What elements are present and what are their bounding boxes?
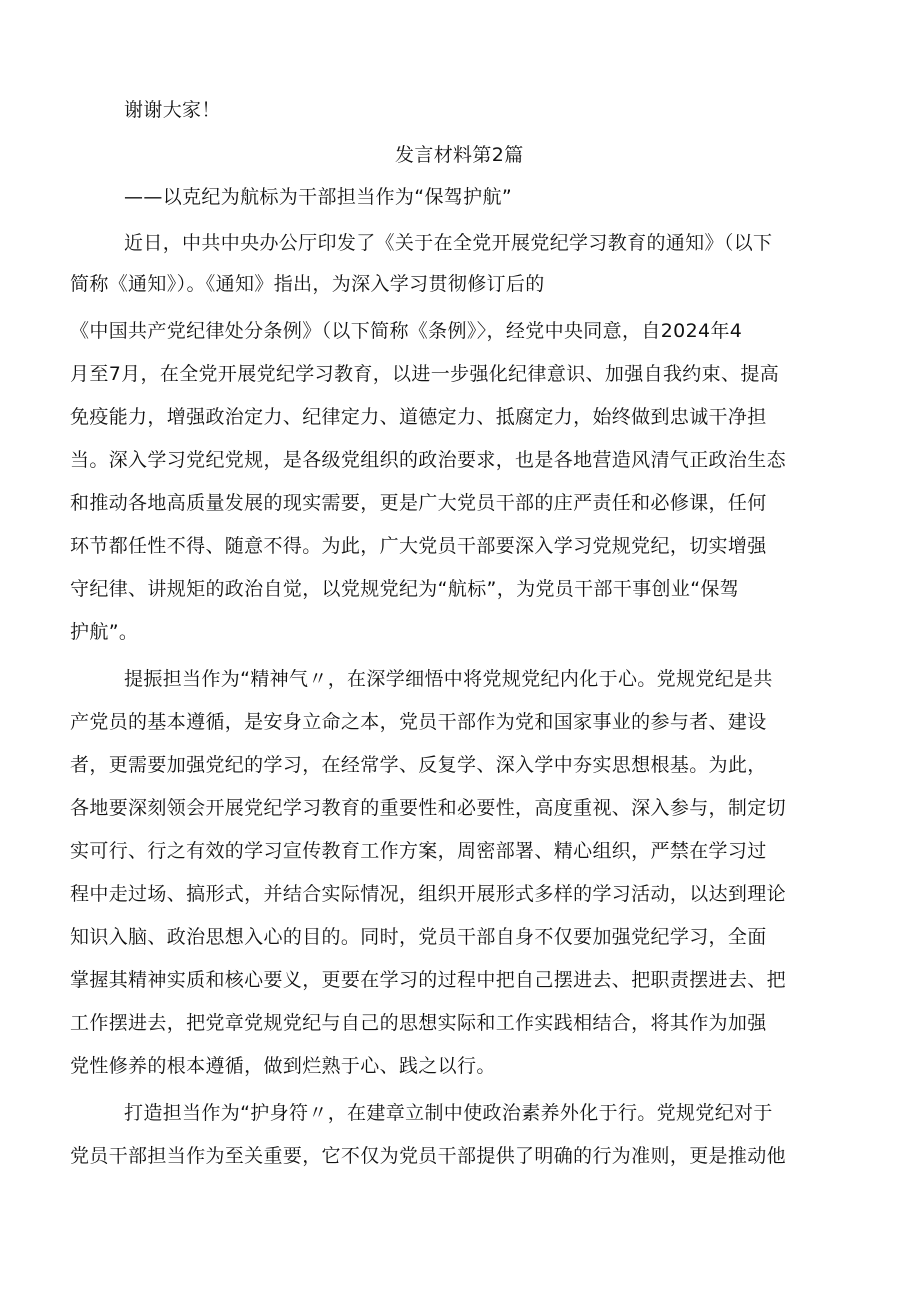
paragraph-1-line-10: 护航”。 <box>70 621 139 643</box>
paragraph-1-line-7: 和推动各地高质量发展的现实需要，更是广大党员干部的庄严责任和必修课，任何 <box>70 492 767 514</box>
paragraph-2-line-6: 程中走过场、搞形式，并结合实际情况，组织开展形式多样的学习活动，以达到理论 <box>70 883 786 905</box>
paragraph-2-line-5: 实可行、行之有效的学习宣传教育工作方案，周密部署、精心组织，严禁在学习过 <box>70 840 767 862</box>
paragraph-3-line-1: 打造担当作为“护身符〃，在建章立制中使政治素养外化于行。党规党纪对于 <box>124 1102 773 1124</box>
paragraph-1-line-2: 简称《通知》）。《通知》指出，为深入学习贯彻修订后的 <box>70 273 545 295</box>
paragraph-1-line-3: 《中国共产党纪律处分条例》（以下简称《条例》〉，经党中央同意，自2024年4 <box>70 320 743 342</box>
paragraph-2-line-1: 提振担当作为“精神气〃，在深学细悟中将党规党纪内化于心。党规党纪是共 <box>124 668 773 690</box>
paragraph-1-line-1: 近日，中共中央办公厅印发了《关于在全党开展党纪学习教育的通知》（以下 <box>124 232 773 254</box>
paragraph-3-line-2: 党员干部担当作为至关重要，它不仅为党员干部提供了明确的行为准则，更是推动他 <box>70 1145 786 1167</box>
closing-line: 谢谢大家！ <box>124 99 221 121</box>
paragraph-2-line-4: 各地要深刻领会开展党纪学习教育的重要性和必要性，高度重视、深入参与，制定切 <box>70 797 786 819</box>
document-subtitle: ——以克纪为航标为干部担当作为“保驾护航” <box>124 186 513 208</box>
paragraph-2-line-8: 掌握其精神实质和核心要义，更要在学习的过程中把自己摆进去、把职责摆进去、把 <box>70 969 786 991</box>
paragraph-2-line-10: 党性修养的根本遵循，做到烂熟于心、践之以行。 <box>70 1055 496 1077</box>
paragraph-2-line-2: 产党员的基本遵循，是安身立命之本，党员干部作为党和国家事业的参与者、建设 <box>70 711 767 733</box>
paragraph-1-line-9: 守纪律、讲规矩的政治自觉，以党规党纪为“航标”，为党员干部干事创业“保驾 <box>70 578 740 600</box>
paragraph-1-line-5: 免疫能力，增强政治定力、纪律定力、道德定力、抵腐定力，始终做到忠诚干净担 <box>70 406 767 428</box>
paragraph-2-line-7: 知识入脑、政治思想入心的目的。同时，党员干部自身不仅要加强党纪学习，全面 <box>70 926 767 948</box>
paragraph-1-line-6: 当。深入学习党纪党规，是各级党组织的政治要求，也是各地营造风清气正政治生态 <box>70 449 786 471</box>
document-title: 发言材料第2篇 <box>395 144 524 166</box>
paragraph-2-line-3: 者，更需要加强党纪的学习，在经常学、反复学、深入学中夯实思想根基。为此， <box>70 754 767 776</box>
paragraph-1-line-8: 环节都任性不得、随意不得。为此，广大党员干部要深入学习党规党纪，切实增强 <box>70 535 767 557</box>
paragraph-1-line-4: 月至7月，在全党开展党纪学习教育，以进一步强化纪律意识、加强自我约束、提高 <box>70 363 780 385</box>
paragraph-2-line-9: 工作摆进去，把党章党规党纪与自己的思想实际和工作实践相结合，将其作为加强 <box>70 1012 767 1034</box>
